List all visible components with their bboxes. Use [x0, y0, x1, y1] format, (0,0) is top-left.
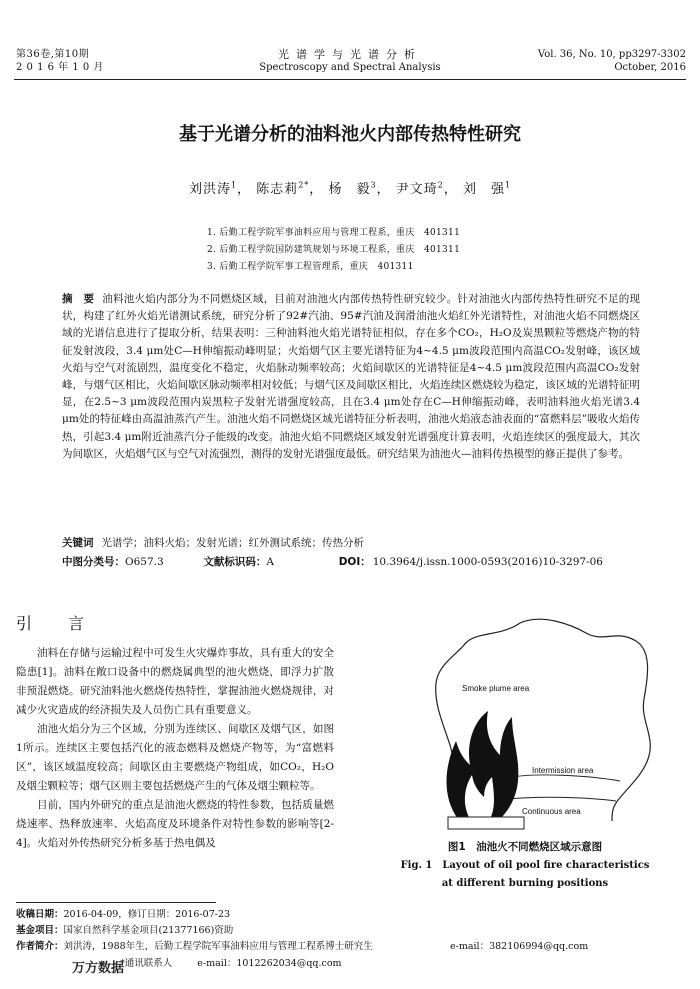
author: 刘洪涛$^1$	[188, 180, 238, 197]
keywords-text: 光谱学；油料火焰；发射光谱；红外测试系统；传热分析	[101, 537, 364, 549]
doi-value[interactable]: 10.3964/j.issn.1000-0593(2016)10-3297-06	[372, 556, 603, 568]
intermission-boundary	[512, 775, 620, 781]
header-divider	[14, 79, 686, 80]
paragraph: 油池火焰分为三个区域，分别为连续区、间歇区及烟气区，如图1所示。连续区主要包括汽化的液态燃料及燃烧产物等，为“富燃料区”，该区域温度较高；间歇区由主要燃烧产物组成，如CO₂，H₂O及烟尘颗粒等；烟气区则主要包括燃烧产生的气体及烟尘颗粒等。	[16, 723, 334, 792]
paragraph: 目前，国内外研究的重点是油池火燃烧的特性参数，包括质量燃烧速率、热释放速率、火焰高度及环境条件对特性参数的影响等[2-4]。火焰对外传热研究分析多基于热电偶及	[16, 799, 334, 849]
label-intermission: Intermission area	[532, 766, 594, 775]
keywords	[62, 535, 640, 551]
affiliation: 1. 后勤工程学院军事油料应用与管理工程系，重庆 401311	[207, 228, 461, 238]
abstract	[62, 291, 640, 463]
footnote-divider	[16, 902, 216, 903]
author-list: 刘洪涛$^1$， 陈志莉$^{2*}$， 杨 毅$^3$， 尹文琦$^2$， 刘 强$^1$	[188, 180, 512, 197]
journal-name	[200, 48, 500, 74]
doc-code-value: A	[266, 556, 274, 568]
issue-date: 2 0 1 6 年 1 0 月	[16, 62, 104, 73]
doc-code-label: 文献标识码：	[203, 556, 267, 568]
footnote-received: 收稿日期：2016-04-09，修订日期：2016-07-23	[16, 909, 231, 920]
label-smoke-plume: Smoke plume area	[462, 684, 530, 693]
issue-date-en: October, 2016	[614, 62, 686, 73]
continuous-boundary	[508, 797, 616, 801]
journal-volume-info	[16, 48, 104, 74]
figure-caption-cn: 图1 油池火不同燃烧区域示意图	[447, 841, 603, 853]
clc-value: O657.3	[125, 556, 164, 568]
doi-label: DOI：	[338, 556, 371, 568]
journal-name-en: Spectroscopy and Spectral Analysis	[259, 62, 441, 73]
paper-title: 基于光谱分析的油料池火内部传热特性研究	[179, 124, 521, 145]
watermark-logo: 万方数据	[72, 961, 125, 976]
abstract-label: 摘 要	[62, 293, 95, 305]
author: 尹文琦$^2$	[395, 180, 444, 197]
footnote-author: 作者简介：刘洪涛，1988年生，后勤工程学院军事油料应用与管理工程系博士研究生 e-mail：382106994@qq.com	[16, 941, 589, 952]
fire-zones-figure	[416, 617, 666, 832]
abstract-text: 油料池火焰内部分为不同燃烧区域，目前对油池火内部传热特性研究较少。针对油池火内部传热特性研究不足的现状，构建了红外火焰光谱测试系统，研究分析了92#汽油、95#汽油及润滑油池火焰红外光谱特性，对油池火焰不同燃烧区域的光谱信息进行了提取分析，结果表明：三种油料池火焰光谱特征相似，存在多个CO₂，H₂O及炭黑颗粒等燃烧产物的特征发射波段，3.4 μm处C—H伸缩振动峰明显；火焰烟气区主要光谱特征为4~4.5 μm波段范围内高温CO₂发射峰，该区域火焰与空气对流剧烈，温度变化不稳定，火焰脉动频率较高；火焰间歇区的光谱特征是4~4.5 μm波段范围内高温CO₂发射峰，与烟气区相比，火焰间歇区脉动频率相对较低；与烟气区及间歇区相比，火焰连续区燃烧较为稳定，该区域的光谱特征明显，在2.5~3 μm波段范围内炭黑粒子发射光谱强度较高，且在3.4 μm处存在C—H伸缩振动峰，表明油料池火焰光谱3.4 μm处的特征峰由高温油蒸汽产生。油池火焰不同燃烧区域光谱特征分析表明，油池火焰液态油表面的“富燃料层”吸收火焰传热，引起3.4 μm附近油蒸汽分子能级的改变。油池火焰不同燃烧区域发射光谱强度计算表明，火焰连续区的强度最大，其次为间歇区，火焰烟气区与空气对流强烈，测得的发射光谱强度最低。研究结果为油池火—油料传热模型的修正提供了参考。	[62, 293, 641, 460]
footnote-corresponding: *通讯联系人 e-mail：1012262034@qq.com	[120, 958, 342, 969]
author-email[interactable]: e-mail：382106994@qq.com	[450, 941, 589, 952]
figure-caption-en-line: at different burning positions	[441, 878, 609, 889]
affiliation: 3. 后勤工程学院军事工程管理系，重庆 401311	[207, 262, 414, 272]
figure-caption-en-line: Fig. 1 Layout of oil pool fire characteristics	[400, 860, 650, 871]
section-title: 引 言	[16, 614, 95, 633]
volume-pages: Vol. 36, No. 10, pp3297-3302	[537, 49, 686, 60]
clc-label: 中图分类号：	[62, 556, 125, 568]
journal-volume-info-en	[538, 48, 686, 74]
volume-issue: 第36卷,第10期	[16, 49, 90, 60]
author: 刘 强$^1$	[462, 180, 512, 197]
oil-pool	[448, 817, 524, 829]
figure-caption-en	[360, 857, 690, 893]
intro-body	[16, 644, 334, 853]
keywords-label: 关键词	[62, 537, 94, 549]
article-metadata	[62, 554, 640, 570]
author: 陈志莉$^{2*}$	[256, 180, 310, 197]
author: 杨 毅$^3$	[328, 180, 377, 197]
affiliation: 2. 后勤工程学院国防建筑规划与环境工程系，重庆 401311	[207, 245, 461, 255]
label-continuous: Continuous area	[522, 807, 581, 816]
paragraph: 油料在存储与运输过程中可发生火灾爆炸事故，具有重大的安全隐患[1]。油料在敞口设备中的燃烧属典型的池火燃烧，即浮力扩散非预混燃烧。研究油料池火燃烧传热特性，掌握油池火燃烧规律，对减少火灾造成的经济损失及人员伤亡具有重要意义。	[16, 647, 334, 716]
journal-name-cn: 光谱学与光谱分析	[278, 48, 422, 61]
footnote-fund: 基金项目：国家自然科学基金项目(21377166)资助	[16, 925, 234, 936]
corresponding-email[interactable]: e-mail：1012262034@qq.com	[197, 958, 342, 969]
